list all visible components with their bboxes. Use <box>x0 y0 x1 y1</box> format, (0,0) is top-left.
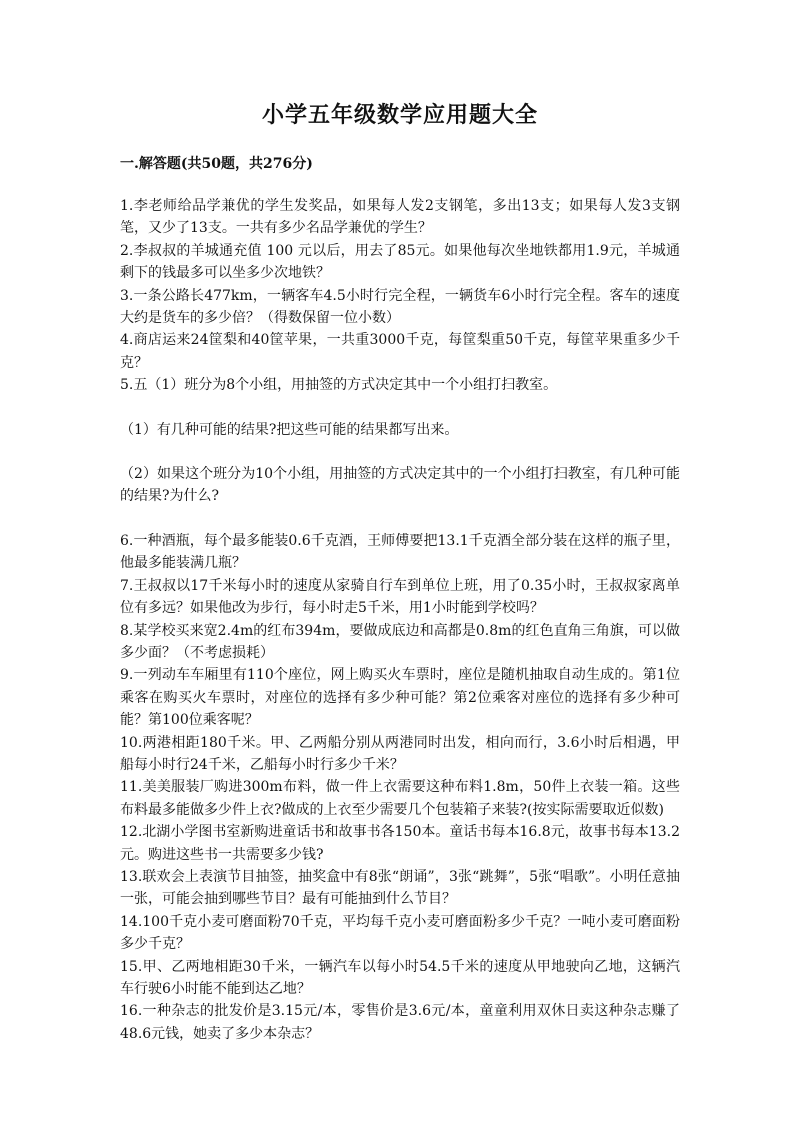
question-7: 7.王叔叔以17千米每小时的速度从家骑自行车到单位上班，用了0.35小时，王叔叔家离单位有多远？如果他改为步行，每小时走5千米，用1小时能到学校吗？ <box>120 577 680 617</box>
question-5-part-2: （2）如果这个班分为10个小组，用抽签的方式决定其中的一个小组打扫教室，有几种可能的结果?为什么? <box>120 466 680 505</box>
question-3: 3.一条公路长477km，一辆客车4.5小时行完全程，一辆货车6小时行完全程。客车的速度大约是货车的多少倍？（得数保留一位小数） <box>120 287 680 327</box>
question-8: 8.某学校买来宽2.4m的红布394m，要做成底边和高都是0.8m的红色直角三角旗，可以做多少面？（不考虑损耗） <box>120 622 680 661</box>
question-11: 11.美美服装厂购进300m布料，做一件上衣需要这种布料1.8m，50件上衣装一箱。这些布料最多能做多少件上衣?做成的上衣至少需要几个包装箱子来装?(按实际需要取近似数) <box>120 779 680 818</box>
question-list <box>120 195 680 1045</box>
question-14: 14.100千克小麦可磨面粉70千克，平均每千克小麦可磨面粉多少千克？一吨小麦可磨面粉多少千克？ <box>120 913 680 953</box>
question-12: 12.北湖小学图书室新购进童话书和故事书各150本。童话书每本16.8元，故事书每本13.2元。购进这些书一共需要多少钱? <box>120 824 680 863</box>
question-13: 13.联欢会上表演节目抽签，抽奖盒中有8张“朗诵”，3张“跳舞”，5张“唱歌”。小明任意抽一张，可能会抽到哪些节目？最有可能抽到什么节目？ <box>120 868 680 908</box>
question-15: 15.甲、乙两地相距30千米，一辆汽车以每小时54.5千米的速度从甲地驶向乙地，这辆汽车行驶6小时能不能到达乙地？ <box>120 958 680 997</box>
question-5-part-1: （1）有几种可能的结果?把这些可能的结果都写出来。 <box>120 421 459 438</box>
question-6: 6.一种酒瓶，每个最多能装0.6千克酒，王师傅要把13.1千克酒全部分装在这样的瓶子里，他最多能装满几瓶？ <box>120 532 680 572</box>
question-4: 4.商店运来24筐梨和40筐苹果，一共重3000千克，每筐梨重50千克，每筐苹果重多少千克？ <box>120 332 680 371</box>
document-title: 小学五年级数学应用题大全 <box>261 102 538 128</box>
question-1: 1.李老师给品学兼优的学生发奖品，如果每人发2支钢笔，多出13支；如果每人发3支钢笔，又少了13支。一共有多少名品学兼优的学生？ <box>120 198 680 237</box>
question-2: 2.李叔叔的羊城通充值 100 元以后，用去了85元。如果他每次坐地铁都用1.9元，羊城通剩下的钱最多可以坐多少次地铁？ <box>120 242 680 282</box>
question-16: 16.一种杂志的批发价是3.15元/本，零售价是3.6元/本，童童利用双休日卖这种杂志赚了48.6元钱，她卖了多少本杂志？ <box>120 1003 680 1042</box>
question-5: 5.五（1）班分为8个小组，用抽签的方式决定其中一个小组打扫教室。 <box>120 377 558 394</box>
question-9: 9.一列动车车厢里有110个座位，网上购买火车票时，座位是随机抽取自动生成的。第1位乘客在购买火车票时，对座位的选择有多少种可能？第2位乘客对座位的选择有多少种可能？第100位乘客呢？ <box>120 667 680 729</box>
question-10: 10.两港相距180千米。甲、乙两船分别从两港同时出发，相向而行，3.6小时后相遇，甲船每小时行24千米，乙船每小时行多少千米？ <box>120 734 680 773</box>
section-heading: 一.解答题(共50题，共276分) <box>120 156 313 172</box>
